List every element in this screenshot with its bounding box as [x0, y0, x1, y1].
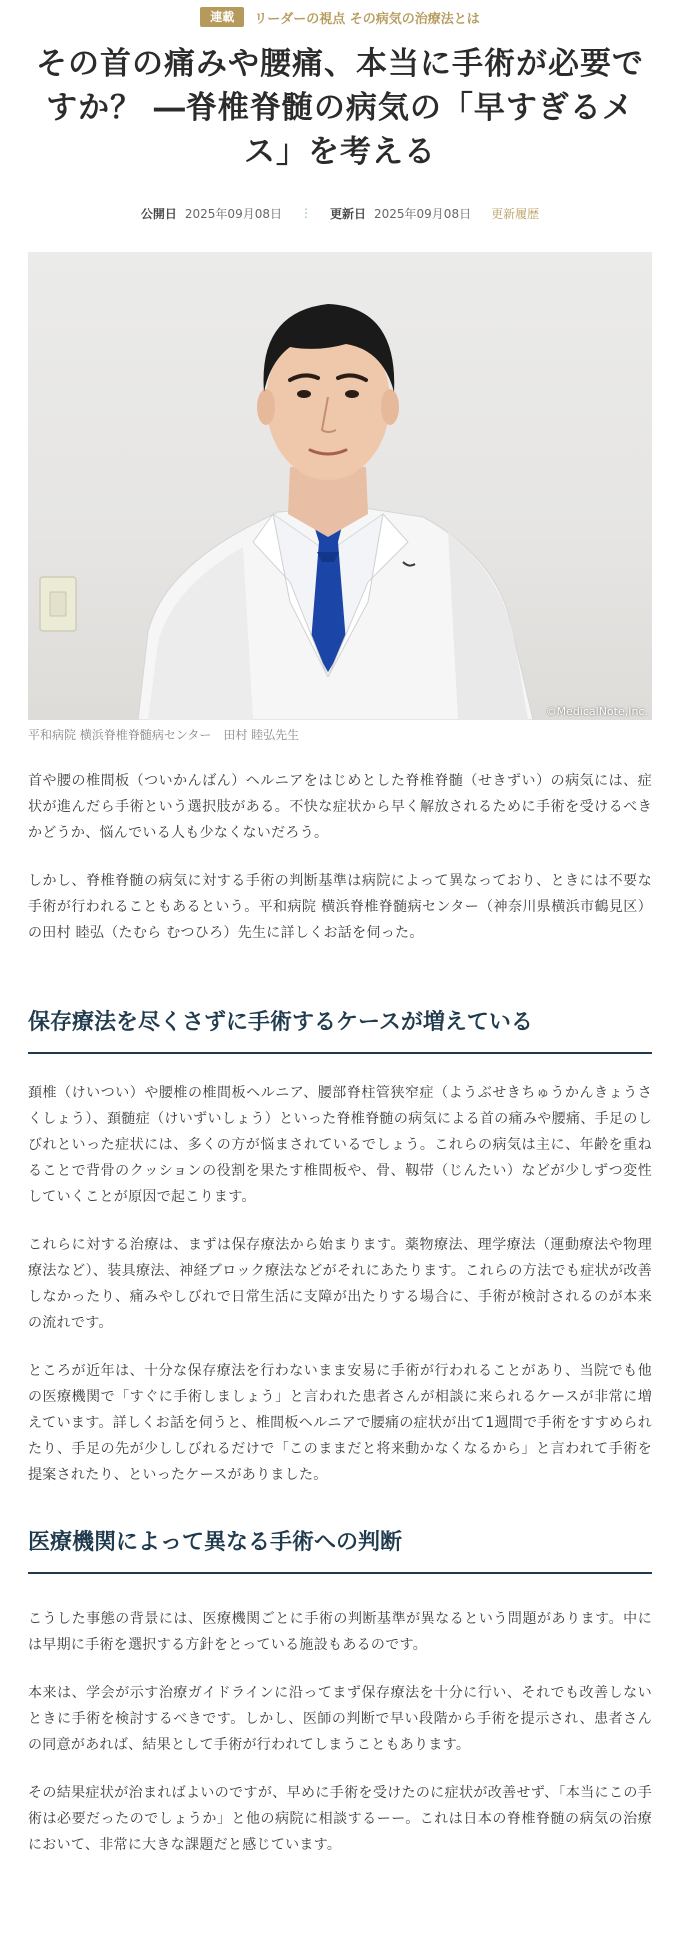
published-label: 公開日	[140, 206, 177, 221]
photo-caption: 平和病院 横浜脊椎脊髄病センター 田村 睦弘先生	[28, 728, 300, 742]
section1-paragraph-3: ところが近年は、十分な保存療法を行わないまま安易に手術が行われることがあり、当院でも他の医療機関で「すぐに手術しましょう」と言われた患者さんが相談に来られるケースが非常に増えています。詳しくお話を伺うと、椎間板ヘルニアで腰痛の症状が出て1週間で手術をすすめられたり、手足の先が少ししびれるだけで「このままだと将来動かなくなるから」と言われて手術を提案されたり、といったケースがありました。	[28, 1363, 652, 1483]
section-heading-2: 医療機関によって異なる手術への判断	[28, 1528, 652, 1574]
date-separator: ⋮	[299, 206, 312, 220]
doctor-portrait-photo	[28, 252, 652, 720]
article-dates	[28, 204, 652, 222]
doctor-portrait-illustration	[28, 252, 652, 720]
photo-credit: ©MedicalNote,Inc.	[545, 705, 648, 718]
intro-paragraph-1: 首や腰の椎間板（ついかんばん）ヘルニアをはじめとした脊椎脊髄（せきずい）の病気には、症状が進んだら手術という選択肢がある。不快な症状から早く解放されるために手術を受けるべきかどうか、悩んでいる人も少なくないだろう。	[28, 773, 652, 841]
intro-paragraph-2: しかし、脊椎脊髄の病気に対する手術の判断基準は病院によって異なっており、ときには不要な手術が行われることもあるという。平和病院 横浜脊椎脊髄病センター（神奈川県横浜市鶴見区）の田村 睦弘（たむら むつひろ）先生に詳しくお話を伺った。	[28, 873, 652, 941]
published-date: 2025年09月08日	[184, 206, 282, 221]
series-badge[interactable]: 連載	[200, 7, 244, 27]
updated-label: 更新日	[329, 206, 366, 221]
updated-date: 2025年09月08日	[374, 206, 472, 221]
section2-paragraph-2: 本来は、学会が示す治療ガイドラインに沿ってまず保存療法を十分に行い、それでも改善しないときに手術を検討するべきです。しかし、医師の判断で早い段階から手術を提示され、患者さんの同意があれば、結果として手術が行われてしまうこともあります。	[28, 1685, 652, 1753]
series-title-link[interactable]: リーダーの視点 その病気の治療法とは	[254, 11, 480, 27]
section-heading-1: 保存療法を尽くさずに手術するケースが増えている	[28, 1008, 652, 1054]
update-history-link[interactable]: 更新履歴	[491, 206, 540, 221]
article-title: その首の痛みや腰痛、本当に手術が必要ですか？ ―脊椎脊髄の病気の「早すぎるメス」を考える	[36, 46, 644, 170]
section1-paragraph-2: これらに対する治療は、まずは保存療法から始まります。薬物療法、理学療法（運動療法や物理療法など）、装具療法、神経ブロック療法などがそれにあたります。これらの方法でも症状が改善しなかったり、痛みやしびれで日常生活に支障が出たりする場合に、手術が検討されるのが本来の流れです。	[28, 1237, 652, 1331]
series-header	[28, 0, 652, 30]
section2-paragraph-3: その結果症状が治まればよいのですが、早めに手術を受けたのに症状が改善せず、「本当にこの手術は必要だったのでしょうか」と他の病院に相談するーー。これは日本の脊椎脊髄の病気の治療において、非常に大きな課題だと感じています。	[28, 1785, 652, 1853]
section1-paragraph-1: 頚椎（けいつい）や腰椎の椎間板ヘルニア、腰部脊柱管狭窄症（ようぶせきちゅうかんきょうさくしょう）、頚髄症（けいずいしょう）といった脊椎脊髄の病気による首の痛みや腰痛、手足のしびれといった症状には、多くの方が悩まされているでしょう。これらの病気は主に、年齢を重ねることで背骨のクッションの役割を果たす椎間板や、骨、靱帯（じんたい）などが少しずつ変性していくことが原因で起こります。	[28, 1085, 652, 1205]
section2-paragraph-1: こうした事態の背景には、医療機関ごとに手術の判断基準が異なるという問題があります。中には早期に手術を選択する方針をとっている施設もあるのです。	[28, 1611, 652, 1653]
